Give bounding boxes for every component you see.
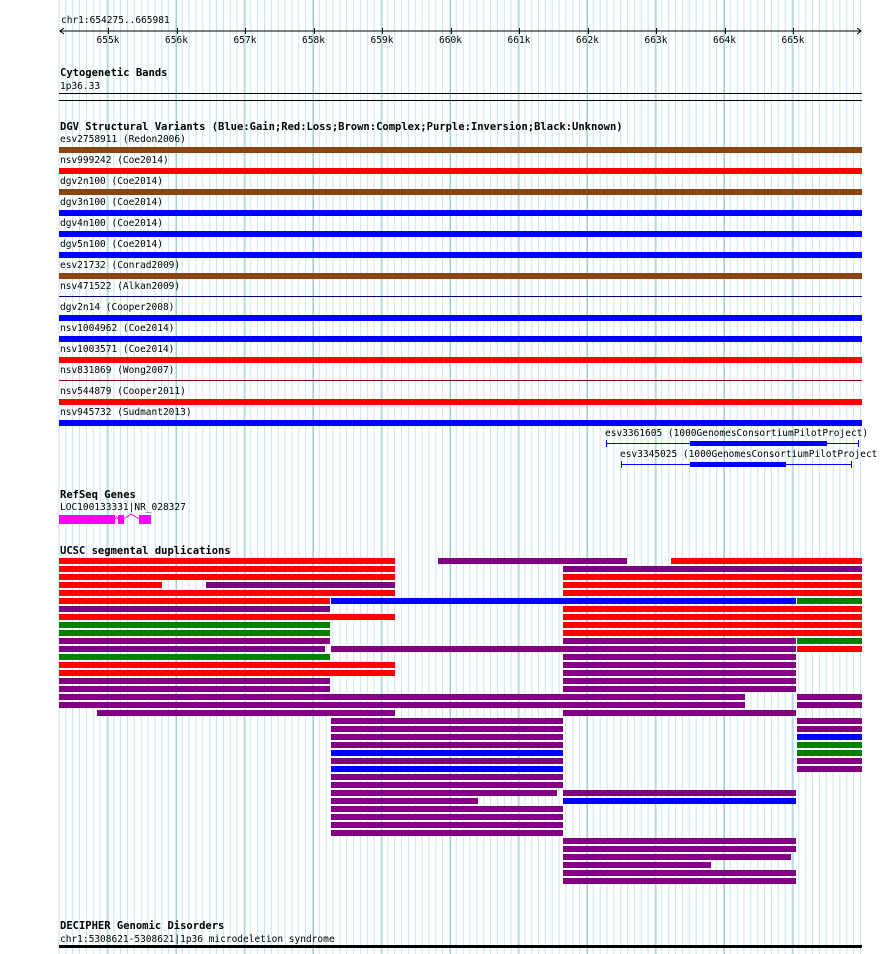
dgv-variant-bar[interactable] xyxy=(59,357,862,363)
segdup-feature[interactable] xyxy=(331,758,563,764)
dgv-variant-label[interactable]: dgv2n100 (Coe2014) xyxy=(60,176,163,187)
dgv-variant-label[interactable]: esv21732 (Conrad2009) xyxy=(60,260,181,271)
dgv-partial-label[interactable]: esv3345025 (1000GenomesConsortiumPilotProject xyxy=(620,449,878,460)
dgv-variant-label[interactable]: nsv1003571 (Coe2014) xyxy=(60,344,175,355)
ruler-tick-label: 659k xyxy=(370,35,394,46)
segdup-feature[interactable] xyxy=(563,670,796,676)
dgv-variant-label[interactable]: esv2758911 (Redon2006) xyxy=(60,134,186,145)
segdup-feature[interactable] xyxy=(797,638,862,644)
dgv-variant-bar[interactable] xyxy=(59,296,862,297)
position-label: chr1:654275..665981 xyxy=(61,15,170,26)
segdup-feature[interactable] xyxy=(331,774,563,780)
ruler-tick-mark xyxy=(245,28,246,34)
segdup-feature[interactable] xyxy=(331,806,563,812)
dgv-variant-label[interactable]: dgv4n100 (Coe2014) xyxy=(60,218,163,229)
segdup-feature[interactable] xyxy=(59,582,162,588)
dgv-partial-core[interactable] xyxy=(690,462,786,467)
segdup-feature[interactable] xyxy=(563,686,796,692)
ruler-tick-mark xyxy=(588,28,589,34)
segdup-feature[interactable] xyxy=(59,686,330,692)
segdup-feature[interactable] xyxy=(59,574,395,580)
segdup-feature[interactable] xyxy=(797,750,862,756)
segdup-feature[interactable] xyxy=(331,718,563,724)
dgv-partial-end-cap xyxy=(621,461,622,468)
dgv-variant-bar[interactable] xyxy=(59,420,862,426)
segdup-feature[interactable] xyxy=(563,678,796,684)
ruler-tick-mark xyxy=(793,28,794,34)
segdup-feature[interactable] xyxy=(331,766,563,772)
segdup-feature[interactable] xyxy=(563,646,796,652)
segdup-feature[interactable] xyxy=(59,662,395,668)
segdup-feature[interactable] xyxy=(797,646,862,652)
ruler-tick-label: 663k xyxy=(644,35,668,46)
ruler-tick-mark xyxy=(519,28,520,34)
track-separator xyxy=(59,100,862,101)
segdup-feature[interactable] xyxy=(563,598,796,604)
dgv-variant-label[interactable]: nsv471522 (Alkan2009) xyxy=(60,281,181,292)
dgv-variant-bar[interactable] xyxy=(59,399,862,405)
dgv-variant-bar[interactable] xyxy=(59,380,862,381)
dgv-variant-bar[interactable] xyxy=(59,210,862,216)
dgv-variant-label[interactable]: nsv1004962 (Coe2014) xyxy=(60,323,175,334)
segdup-feature[interactable] xyxy=(331,798,478,804)
ruler-tick-label: 656k xyxy=(165,35,188,46)
segdup-feature[interactable] xyxy=(59,670,395,676)
segdup-feature[interactable] xyxy=(563,862,711,868)
ruler-tick-label: 665k xyxy=(781,35,805,46)
segdup-feature[interactable] xyxy=(563,870,796,876)
segdup-feature[interactable] xyxy=(797,726,862,732)
dgv-variant-bar[interactable] xyxy=(59,252,862,258)
segdup-feature[interactable] xyxy=(563,566,862,572)
ruler-tick-mark xyxy=(382,28,383,34)
decipher-title[interactable]: DECIPHER Genomic Disorders xyxy=(60,920,225,932)
ruler-tick-label: 658k xyxy=(302,35,325,46)
ruler-tick-mark xyxy=(108,28,109,34)
segdup-feature[interactable] xyxy=(563,574,862,580)
segdup-feature[interactable] xyxy=(563,654,796,660)
decipher-bar[interactable] xyxy=(59,945,862,948)
segdup-feature[interactable] xyxy=(563,662,796,668)
segdup-feature[interactable] xyxy=(563,582,862,588)
segdup-feature[interactable] xyxy=(59,678,330,684)
dgv-variant-label[interactable]: dgv2n14 (Cooper2008) xyxy=(60,302,175,313)
ruler-tick-mark xyxy=(177,28,178,34)
dgv-variant-bar[interactable] xyxy=(59,315,862,321)
segdup-feature[interactable] xyxy=(563,614,862,620)
dgv-partial-end-cap xyxy=(606,440,607,447)
segdup-feature[interactable] xyxy=(59,606,330,612)
refseq-gene-model[interactable] xyxy=(58,512,158,528)
segdup-feature[interactable] xyxy=(331,790,557,796)
segdup-feature[interactable] xyxy=(97,710,395,716)
segdup-feature[interactable] xyxy=(671,558,862,564)
dgv-variant-label[interactable]: dgv3n100 (Coe2014) xyxy=(60,197,163,208)
segdup-feature[interactable] xyxy=(563,606,862,612)
segdups-title[interactable]: UCSC segmental duplications xyxy=(60,545,231,557)
segdup-feature[interactable] xyxy=(59,702,745,708)
segdup-feature[interactable] xyxy=(331,598,563,604)
segdup-feature[interactable] xyxy=(797,734,862,740)
segdup-feature[interactable] xyxy=(563,798,796,804)
segdup-feature[interactable] xyxy=(563,622,862,628)
segdup-feature[interactable] xyxy=(59,646,325,652)
decipher-label[interactable]: chr1:5308621-5308621|1p36 microdeletion syndrome xyxy=(60,934,335,945)
dgv-variant-bar[interactable] xyxy=(59,273,862,279)
dgv-variant-bar[interactable] xyxy=(59,336,862,342)
segdup-feature[interactable] xyxy=(563,630,862,636)
dgv-variant-bar[interactable] xyxy=(59,231,862,237)
refseq-gene-label[interactable]: LOC100133331|NR_028327 xyxy=(60,502,186,513)
ruler-tick-label: 662k xyxy=(576,35,599,46)
cytoband-title[interactable]: Cytogenetic Bands xyxy=(60,67,168,79)
refseq-title[interactable]: RefSeq Genes xyxy=(60,489,136,501)
segdup-feature[interactable] xyxy=(331,822,563,828)
segdup-feature[interactable] xyxy=(438,558,627,564)
segdup-feature[interactable] xyxy=(563,838,796,844)
segdup-feature[interactable] xyxy=(59,630,330,636)
segdup-feature[interactable] xyxy=(59,558,395,564)
dgv-partial-end-cap xyxy=(858,440,859,447)
segdup-feature[interactable] xyxy=(331,782,563,788)
ruler-tick-mark xyxy=(725,28,726,34)
dgv-partial-core[interactable] xyxy=(690,441,827,446)
segdup-feature[interactable] xyxy=(797,758,862,764)
segdup-feature[interactable] xyxy=(331,814,563,820)
ruler-tick-mark xyxy=(451,28,452,34)
segdup-feature[interactable] xyxy=(563,638,796,644)
segdup-feature[interactable] xyxy=(563,710,796,716)
segdup-feature[interactable] xyxy=(563,590,862,596)
segdup-feature[interactable] xyxy=(59,654,330,660)
segdup-feature[interactable] xyxy=(59,590,395,596)
ruler-tick-mark xyxy=(314,28,315,34)
segdup-feature[interactable] xyxy=(59,598,330,604)
dgv-variant-bar[interactable] xyxy=(59,189,862,195)
segdup-feature[interactable] xyxy=(797,766,862,772)
dgv-title[interactable]: DGV Structural Variants (Blue:Gain;Red:Loss;Brown:Complex;Purple:Inversion;Black:Unknown) xyxy=(60,121,623,133)
dgv-variant-label[interactable]: nsv544879 (Cooper2011) xyxy=(60,386,186,397)
segdup-feature[interactable] xyxy=(59,614,395,620)
dgv-variant-bar[interactable] xyxy=(59,168,862,174)
dgv-variant-label[interactable]: nsv831869 (Wong2007) xyxy=(60,365,175,376)
dgv-variant-label[interactable]: nsv999242 (Coe2014) xyxy=(60,155,169,166)
ruler-tick-mark xyxy=(656,28,657,34)
segdup-feature[interactable] xyxy=(331,646,563,652)
dgv-variant-bar[interactable] xyxy=(59,147,862,153)
segdup-feature[interactable] xyxy=(797,702,862,708)
segdup-feature[interactable] xyxy=(797,694,862,700)
segdup-feature[interactable] xyxy=(331,734,563,740)
cytoband-bar[interactable] xyxy=(59,93,862,94)
segdup-feature[interactable] xyxy=(563,790,796,796)
segdup-feature[interactable] xyxy=(59,566,395,572)
segdup-feature[interactable] xyxy=(797,598,862,604)
segdup-feature[interactable] xyxy=(59,638,330,644)
segdup-feature[interactable] xyxy=(563,878,796,884)
segdup-feature[interactable] xyxy=(59,694,745,700)
dgv-variant-label[interactable]: nsv945732 (Sudmant2013) xyxy=(60,407,192,418)
segdup-feature[interactable] xyxy=(206,582,395,588)
segdup-feature[interactable] xyxy=(331,726,563,732)
segdup-feature[interactable] xyxy=(797,742,862,748)
cytoband-label[interactable]: 1p36.33 xyxy=(60,81,101,92)
ruler-tick-label: 660k xyxy=(439,35,462,46)
segdup-feature[interactable] xyxy=(331,830,563,836)
segdup-feature[interactable] xyxy=(331,742,563,748)
dgv-partial-end-cap xyxy=(851,461,852,468)
segdup-feature[interactable] xyxy=(563,846,796,852)
dgv-partial-label[interactable]: esv3361605 (1000GenomesConsortiumPilotProject) xyxy=(605,428,869,439)
ruler-tick-label: 661k xyxy=(507,35,531,46)
ruler-tick-label: 655k xyxy=(96,35,120,46)
ruler-tick-label: 664k xyxy=(713,35,736,46)
segdup-feature[interactable] xyxy=(331,750,563,756)
segdup-feature[interactable] xyxy=(563,854,791,860)
segdup-feature[interactable] xyxy=(797,718,862,724)
ruler-tick-label: 657k xyxy=(233,35,257,46)
segdup-feature[interactable] xyxy=(59,622,330,628)
dgv-variant-label[interactable]: dgv5n100 (Coe2014) xyxy=(60,239,163,250)
